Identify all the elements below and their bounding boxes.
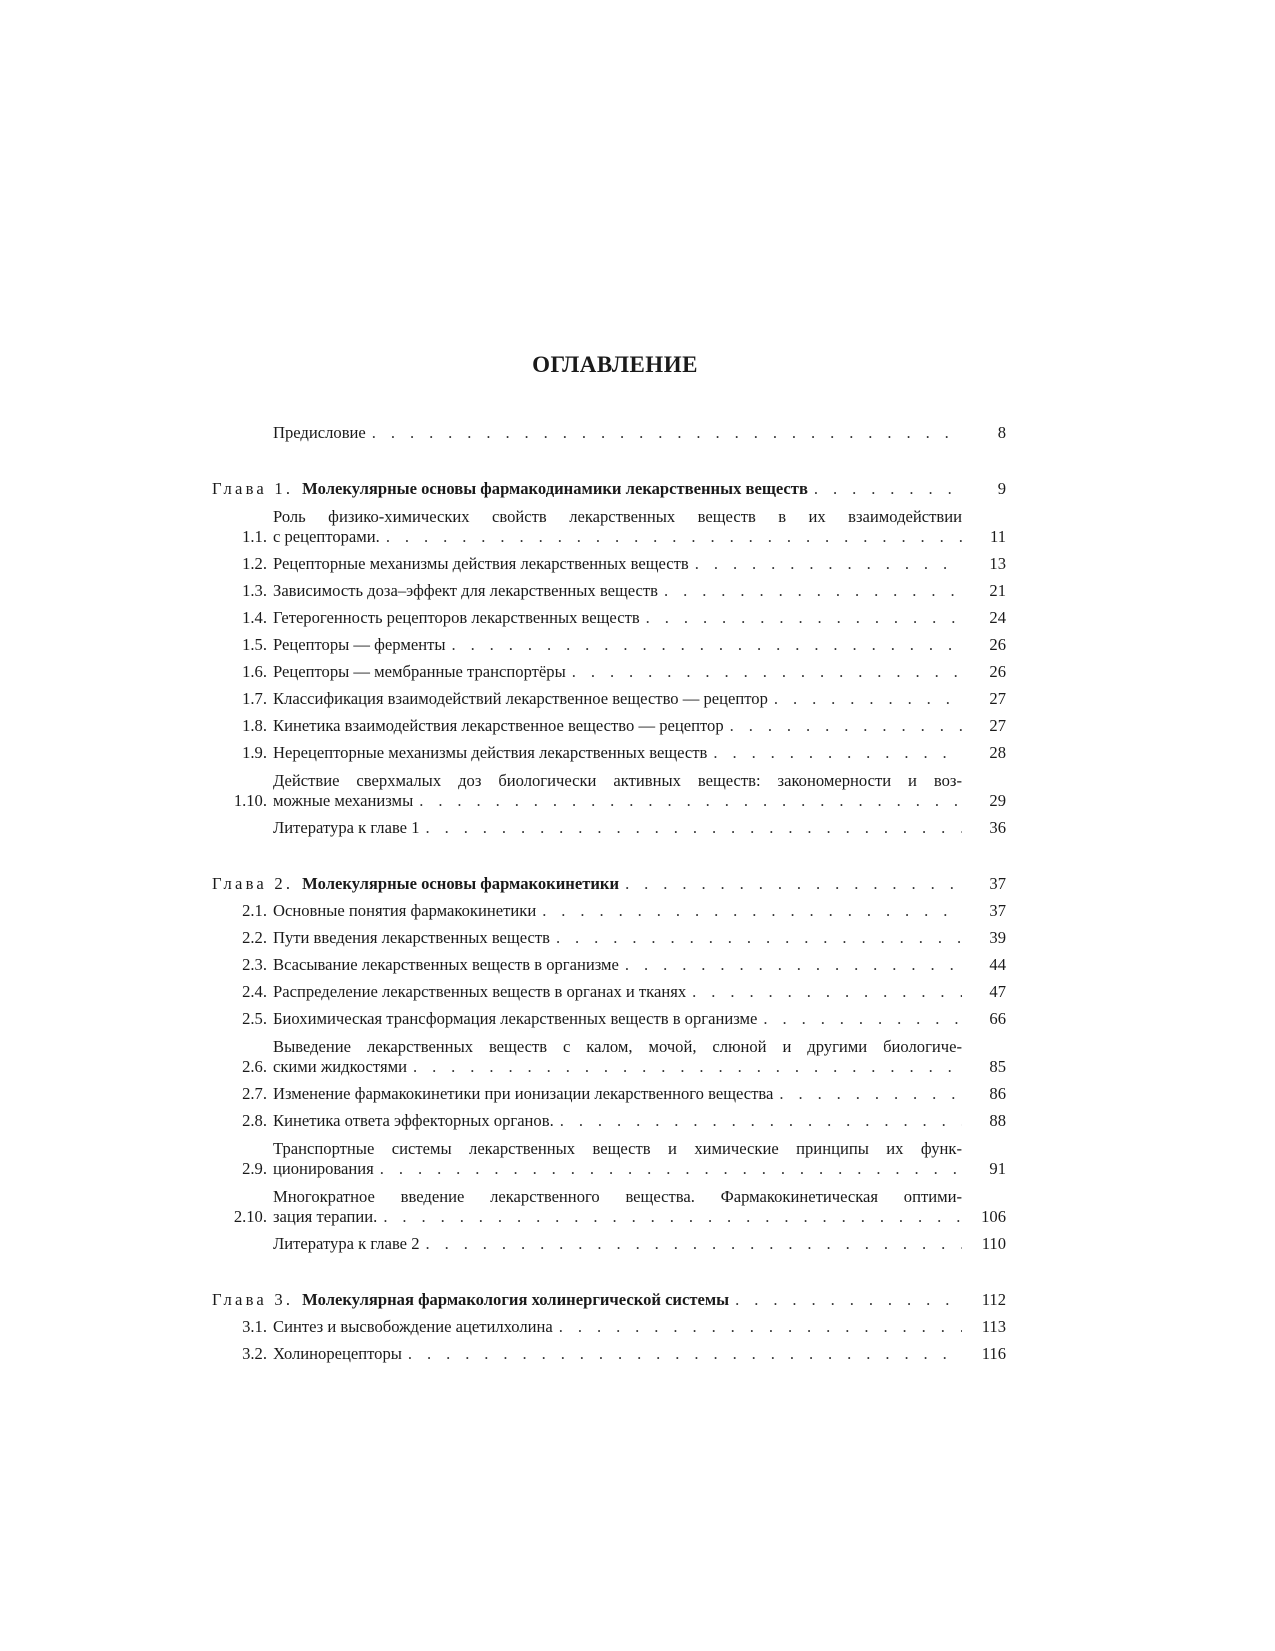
dot-leader	[554, 1111, 962, 1131]
page-number: 36	[989, 818, 1006, 837]
dot-leader	[724, 716, 962, 736]
entry-title: Нерецепторные механизмы действия лекарственных веществ	[273, 743, 708, 762]
chapter-title: Молекулярные основы фармакокинетики	[302, 874, 620, 893]
section-number: 1.4.	[242, 608, 267, 627]
page-number: 116	[981, 1344, 1006, 1363]
page-number: 26	[989, 635, 1006, 654]
page-number: 85	[989, 1057, 1006, 1076]
entry-title: Распределение лекарственных веществ в органах и тканях	[273, 982, 687, 1001]
dot-leader	[686, 982, 962, 1002]
toc-entry[interactable]	[212, 894, 1006, 921]
entry-title: Холинорецепторы	[273, 1344, 402, 1363]
section-number: 2.3.	[242, 955, 267, 974]
toc-entry[interactable]	[212, 499, 1006, 547]
entry-title: Рецепторы — мембранные транспортёры	[273, 662, 566, 681]
section-number: 3.2.	[242, 1344, 267, 1363]
entry-title-line1: Транспортные системы лекарственных веществ и химические принципы их функ-	[273, 1139, 962, 1158]
section-number: 1.10.	[233, 791, 267, 810]
dot-leader	[413, 791, 962, 811]
page-number: 44	[989, 955, 1006, 974]
page-number: 110	[981, 1234, 1006, 1253]
entry-title: Пути введения лекарственных веществ	[273, 928, 550, 947]
entry-title: Всасывание лекарственных веществ в организме	[273, 955, 619, 974]
entry-title: Изменение фармакокинетики при ионизации лекарственного вещества	[273, 1084, 774, 1103]
entry-title: Зависимость доза–эффект для лекарственных веществ	[273, 581, 658, 600]
dot-leader	[374, 1159, 962, 1179]
dot-leader	[550, 928, 962, 948]
entry-title-line1: Роль физико-химических свойств лекарственных веществ в их взаимодействии	[273, 507, 962, 526]
page-number: 37	[989, 901, 1006, 920]
dot-leader	[619, 955, 962, 975]
dot-leader	[420, 1234, 963, 1254]
entry-title: Предисловие	[273, 423, 366, 442]
entry-title-line1: Выведение лекарственных веществ с калом, мочой, слюной и другими биологиче-	[273, 1037, 962, 1056]
dot-leader	[366, 423, 962, 443]
section-number: 2.2.	[242, 928, 267, 947]
entry-title: Кинетика ответа эффекторных органов.	[273, 1111, 554, 1130]
page-number: 24	[989, 608, 1006, 627]
entry-title-line2: с рецепторами.	[273, 527, 380, 546]
chapter-label: Глава 3.	[212, 1290, 294, 1309]
entry-title: Синтез и высвобождение ацетилхолина	[273, 1317, 553, 1336]
section-number: 2.10.	[233, 1207, 267, 1226]
dot-leader	[553, 1317, 962, 1337]
dot-leader	[658, 581, 962, 601]
section-number: 1.9.	[242, 743, 267, 762]
entry-title: Биохимическая трансформация лекарственных веществ в организме	[273, 1009, 758, 1028]
toc-chapter-1[interactable]	[212, 472, 1006, 499]
toc-entry[interactable]	[212, 736, 1006, 763]
page-number: 13	[989, 554, 1006, 573]
section-number: 1.6.	[242, 662, 267, 681]
page-number: 112	[981, 1290, 1006, 1309]
page-number: 106	[981, 1207, 1006, 1226]
chapter-label: Глава 1.	[212, 479, 294, 498]
section-number: 1.3.	[242, 581, 267, 600]
toc-chapter-3[interactable]	[212, 1283, 1006, 1310]
entry-title: Рецепторные механизмы действия лекарственных веществ	[273, 554, 689, 573]
section-number: 2.6.	[242, 1057, 267, 1076]
toc-entry[interactable]	[212, 948, 1006, 975]
entry-title: Литература к главе 2	[273, 1234, 420, 1253]
toc-entry[interactable]	[212, 1179, 1006, 1227]
toc-chapter-2[interactable]	[212, 867, 1006, 894]
toc-entry-preface[interactable]	[212, 416, 1006, 443]
dot-leader	[707, 743, 962, 763]
page-number: 91	[989, 1159, 1006, 1178]
toc-entry-literature-2[interactable]	[212, 1227, 1006, 1254]
page-number: 27	[989, 689, 1006, 708]
chapter-title: Молекулярные основы фармакодинамики лекарственных веществ	[302, 479, 808, 498]
toc-entry[interactable]	[212, 655, 1006, 682]
toc-entry[interactable]	[212, 628, 1006, 655]
toc-entry[interactable]	[212, 921, 1006, 948]
entry-title-line2: ционирования	[273, 1159, 374, 1178]
dot-leader	[377, 1207, 962, 1227]
dot-leader	[808, 479, 962, 499]
toc-entry[interactable]	[212, 601, 1006, 628]
page-number: 28	[989, 743, 1006, 762]
toc-entry[interactable]	[212, 1337, 1006, 1364]
toc-entry[interactable]	[212, 1029, 1006, 1077]
entry-title: Основные понятия фармакокинетики	[273, 901, 537, 920]
toc-entry[interactable]	[212, 1131, 1006, 1179]
toc-entry[interactable]	[212, 1310, 1006, 1337]
entry-title-line2: зация терапии.	[273, 1207, 378, 1226]
dot-leader	[380, 527, 962, 547]
page-number: 29	[989, 791, 1006, 810]
dot-leader	[689, 554, 962, 574]
dot-leader	[402, 1344, 962, 1364]
entry-title: Кинетика взаимодействия лекарственное вещество — рецептор	[273, 716, 724, 735]
dot-leader	[773, 1084, 962, 1104]
section-number: 1.1.	[242, 527, 267, 546]
entry-title-line2: скими жидкостями	[273, 1057, 407, 1076]
dot-leader	[757, 1009, 962, 1029]
section-number: 2.1.	[242, 901, 267, 920]
section-number: 2.5.	[242, 1009, 267, 1028]
page-number: 47	[989, 982, 1006, 1001]
page-number: 66	[989, 1009, 1006, 1028]
chapter-label: Глава 2.	[212, 874, 294, 893]
section-number: 2.7.	[242, 1084, 267, 1103]
dot-leader	[640, 608, 962, 628]
toc-entry[interactable]	[212, 763, 1006, 811]
section-number: 2.4.	[242, 982, 267, 1001]
dot-leader	[420, 818, 963, 838]
entry-title: Гетерогенность рецепторов лекарственных веществ	[273, 608, 640, 627]
entry-title-line1: Действие сверхмалых доз биологически активных веществ: закономерности и воз-	[273, 771, 962, 790]
page-number: 86	[989, 1084, 1006, 1103]
toc-entry[interactable]	[212, 682, 1006, 709]
toc-entry[interactable]	[212, 1104, 1006, 1131]
page-number: 37	[989, 874, 1006, 893]
entry-title: Литература к главе 1	[273, 818, 420, 837]
toc-entry[interactable]	[212, 709, 1006, 736]
entry-title: Рецепторы — ферменты	[273, 635, 446, 654]
page-title: ОГЛАВЛЕНИЕ	[532, 352, 698, 377]
toc-entry[interactable]	[212, 975, 1006, 1002]
page-number: 21	[989, 581, 1006, 600]
dot-leader	[566, 662, 962, 682]
dot-leader	[536, 901, 962, 921]
page-number: 27	[989, 716, 1006, 735]
page-number: 88	[989, 1111, 1006, 1130]
table-of-contents	[212, 416, 1006, 1364]
entry-title-line1: Многократное введение лекарственного вещества. Фармакокинетическая оптими-	[273, 1187, 962, 1206]
page-number: 9	[997, 479, 1006, 498]
section-number: 1.5.	[242, 635, 267, 654]
page-number: 39	[989, 928, 1006, 947]
section-number: 2.9.	[242, 1159, 267, 1178]
section-number: 2.8.	[242, 1111, 267, 1130]
toc-entry[interactable]	[212, 1077, 1006, 1104]
section-number: 1.8.	[242, 716, 267, 735]
toc-entry[interactable]	[212, 574, 1006, 601]
dot-leader	[768, 689, 962, 709]
dot-leader	[407, 1057, 962, 1077]
chapter-title: Молекулярная фармакология холинергической системы	[302, 1290, 730, 1309]
entry-title-line2: можные механизмы	[273, 791, 414, 810]
dot-leader	[729, 1290, 962, 1310]
toc-entry[interactable]	[212, 547, 1006, 574]
dot-leader	[445, 635, 962, 655]
section-number: 1.2.	[242, 554, 267, 573]
page-number: 11	[990, 527, 1006, 546]
section-number: 3.1.	[242, 1317, 267, 1336]
page-number: 113	[981, 1317, 1006, 1336]
section-number: 1.7.	[242, 689, 267, 708]
entry-title: Классификация взаимодействий лекарственное вещество — рецептор	[273, 689, 768, 708]
page-number: 26	[989, 662, 1006, 681]
toc-entry[interactable]	[212, 1002, 1006, 1029]
dot-leader	[619, 874, 962, 894]
toc-entry-literature-1[interactable]	[212, 811, 1006, 838]
page-number: 8	[997, 423, 1006, 442]
